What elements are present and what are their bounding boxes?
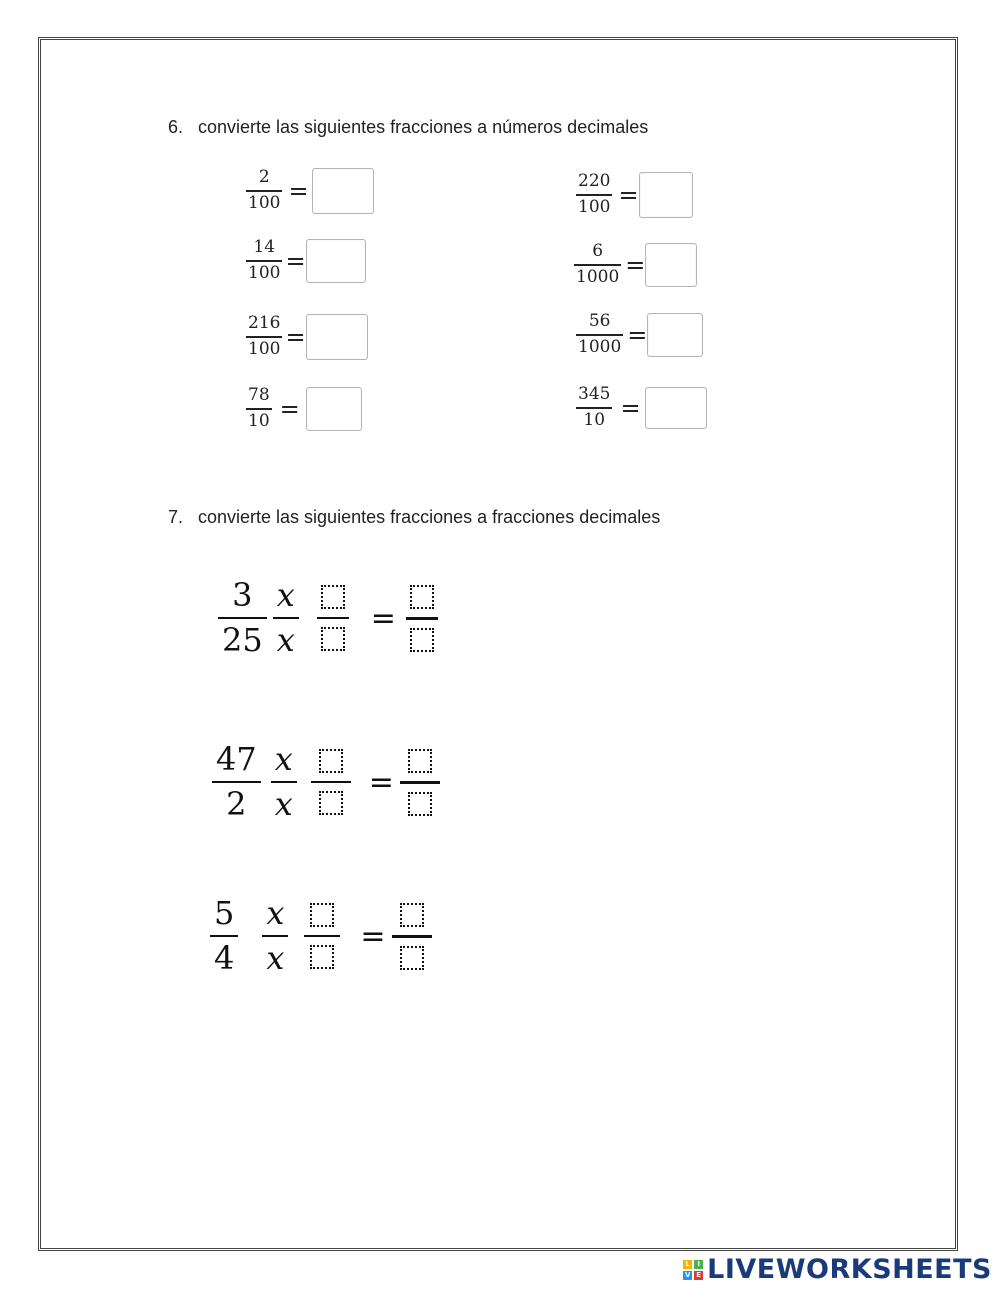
fraction-numerator: 47 [216,740,257,778]
q6-item-right-2 [574,243,697,287]
q6-item-right-3 [576,313,703,357]
q6-item-right-4 [576,386,707,430]
liveworksheets-logo[interactable] [683,1254,992,1285]
multiplier-input-fraction [306,901,338,971]
equals-sign: = [279,395,300,423]
multiplier-fraction [262,896,288,976]
logo-tile: L [683,1260,692,1269]
multiplier-numerator: x [274,740,293,778]
equals-sign: = [288,177,309,205]
equals-sign: = [627,321,648,349]
fraction-bar [271,781,297,783]
question-7-text: convierte las siguientes fracciones a fracciones decimales [198,507,661,527]
result-numerator-input[interactable] [410,585,434,609]
multiplier-input-fraction [315,747,347,817]
multiplier-numerator: x [266,894,285,932]
result-numerator-input[interactable] [408,749,432,773]
answer-box[interactable] [306,387,362,431]
result-fraction [404,747,436,818]
answer-box[interactable] [306,239,366,283]
logo-text: LIVEWORKSHEETS [707,1254,992,1285]
fraction-numerator: 78 [248,385,270,406]
fraction-bar [400,781,440,784]
fraction-denominator: 100 [248,339,281,359]
multiplier-input-fraction [317,583,349,653]
fraction [246,315,282,359]
fraction-denominator: 100 [578,197,611,217]
result-denominator-input[interactable] [408,792,432,816]
multiplier-denominator: x [274,785,293,824]
q7-row-2 [212,742,436,822]
result-denominator-input[interactable] [400,946,424,970]
fraction [576,386,612,430]
result-numerator-input[interactable] [400,903,424,927]
question-7-instruction [168,507,660,528]
question-6-number: 6. [168,117,184,137]
fraction-denominator: 10 [583,409,606,430]
logo-tile: E [694,1271,703,1280]
fraction-denominator: 1000 [578,337,622,357]
result-fraction [396,901,428,972]
fraction-bar [576,194,612,196]
q7-row-1 [218,578,438,658]
worksheet-border [40,39,956,1249]
q6-item-left-1 [246,168,374,214]
fraction-numerator: 2 [258,167,270,188]
question-6-instruction [168,117,648,138]
logo-tile: V [684,1270,691,1279]
fraction-bar [317,617,349,619]
logo-tile: I [694,1260,703,1269]
equals-sign: = [625,251,646,279]
fraction-bar [212,781,261,783]
q6-item-right-1 [576,172,693,218]
fraction-denominator: 25 [222,621,263,660]
multiplier-denominator-input[interactable] [321,627,345,651]
fraction [246,387,272,431]
multiplier-denominator: x [266,939,285,978]
equals-sign: = [368,764,394,800]
multiplier-numerator-input[interactable] [310,903,334,927]
fraction-numerator: 220 [578,171,611,192]
given-fraction [218,578,267,658]
equals-sign: = [285,247,306,275]
question-7-number: 7. [168,507,184,527]
multiplier-numerator-input[interactable] [321,585,345,609]
fraction-bar [406,617,438,620]
answer-box[interactable] [312,168,374,214]
fraction-denominator: 10 [248,411,270,431]
equals-sign: = [370,600,396,636]
fraction-numerator: 345 [578,384,611,404]
fraction-bar [311,781,351,783]
q7-row-3 [210,896,428,976]
fraction-denominator: 100 [248,193,281,213]
multiplier-numerator: x [276,576,295,614]
fraction-bar [304,935,340,937]
fraction-denominator: 2 [226,785,247,824]
fraction-bar [246,260,282,262]
answer-box[interactable] [645,387,707,429]
fraction-bar [246,336,282,338]
fraction-bar [246,190,282,192]
fraction-numerator: 6 [592,241,604,262]
result-denominator-input[interactable] [410,628,434,652]
fraction-bar [210,935,238,937]
fraction-bar [576,407,612,409]
fraction-bar [218,617,267,619]
equals-sign: = [618,181,639,209]
fraction-denominator: 4 [214,939,235,978]
answer-box[interactable] [306,314,368,360]
logo-tiles-icon [683,1260,703,1280]
given-fraction [210,896,238,976]
equals-sign: = [360,918,386,954]
fraction-bar [392,935,432,938]
fraction-numerator: 5 [214,894,235,932]
fraction-denominator: 100 [248,263,281,283]
fraction [576,173,612,217]
q6-item-left-2 [246,239,366,283]
multiplier-denominator-input[interactable] [319,791,343,815]
question-6-text: convierte las siguientes fracciones a números decimales [198,117,649,137]
q6-item-left-4 [246,387,362,431]
multiplier-numerator-input[interactable] [319,749,343,773]
fraction-bar [246,408,272,410]
fraction-bar [576,334,623,336]
fraction [574,243,621,287]
fraction-bar [262,935,288,937]
answer-box[interactable] [647,313,703,357]
answer-box[interactable] [645,243,697,287]
fraction-bar [574,264,621,266]
fraction [246,169,282,213]
answer-box[interactable] [639,172,693,218]
fraction [576,313,623,357]
fraction-denominator: 1000 [576,267,620,287]
result-fraction [406,583,438,654]
equals-sign: = [620,393,641,422]
fraction-numerator: 3 [232,576,253,614]
multiplier-denominator: x [276,621,295,660]
fraction-numerator: 216 [248,313,281,334]
fraction-numerator: 56 [588,311,611,332]
multiplier-fraction [273,578,299,658]
multiplier-denominator-input[interactable] [310,945,334,969]
fraction [246,239,282,283]
fraction-numerator: 14 [253,237,276,258]
given-fraction [212,742,261,822]
equals-sign: = [285,323,306,351]
multiplier-fraction [271,742,297,822]
fraction-bar [273,617,299,619]
q6-item-left-3 [246,314,368,360]
